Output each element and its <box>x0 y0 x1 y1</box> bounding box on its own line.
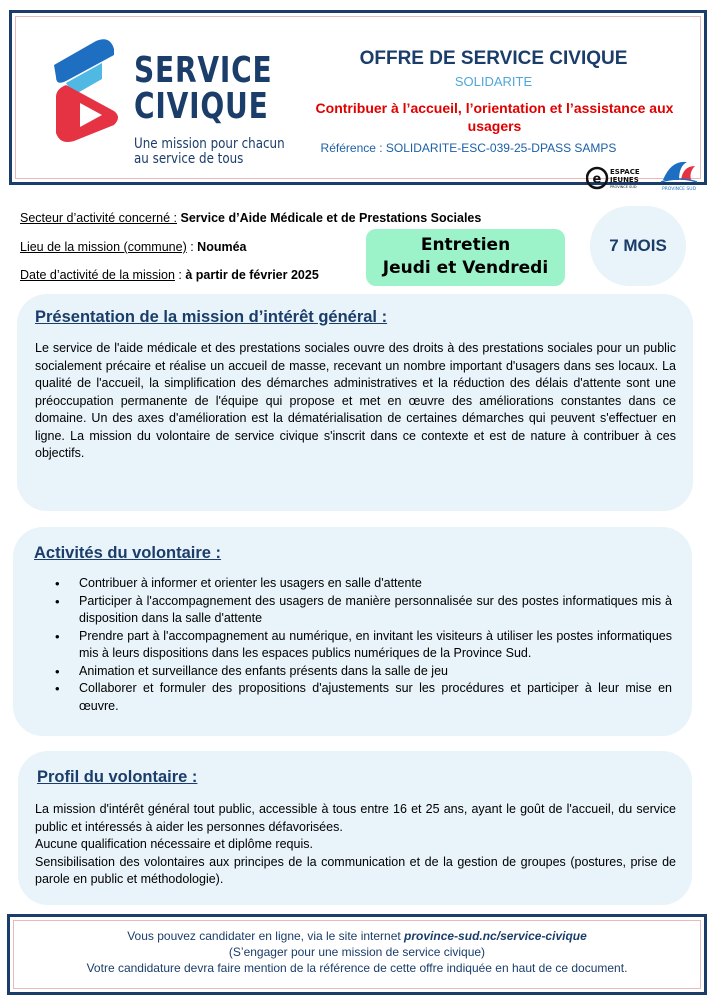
offer-reference: Référence : SOLIDARITE-ESC-039-25-DPASS SAMPS <box>320 141 617 155</box>
date-separator: : <box>174 268 186 282</box>
logo-tagline <box>134 137 285 167</box>
profile-title: Profil du volontaire : <box>37 768 198 786</box>
service-civique-logo-mark-icon <box>44 33 124 143</box>
activity-item: • Participer à l'accompagnement des usagers de manière personnalisée sur des postes informatiques mis à disposition dans la salle d'attente <box>55 593 672 628</box>
footer-line-1 <box>14 928 700 944</box>
header-inner-frame <box>15 16 701 192</box>
profile-section <box>18 751 692 905</box>
offer-title: OFFRE DE SERVICE CIVIQUE <box>359 48 628 69</box>
tagline-line-2: au service de tous <box>134 151 244 167</box>
date-line <box>20 268 319 282</box>
activities-section <box>13 527 692 736</box>
sector-label: Secteur d’activité concerné : <box>20 211 178 225</box>
date-value: à partir de février 2025 <box>185 268 319 282</box>
footer-inner-frame <box>13 920 701 989</box>
date-label: Date d’activité de la mission <box>20 268 175 282</box>
activity-item: • Contribuer à informer et orienter les usagers en salle d'attente <box>55 575 672 593</box>
svg-text:PROVINCE SUD: PROVINCE SUD <box>661 187 697 192</box>
footer-line-3: Votre candidature devra faire mention de la référence de cette offre indiquée en haut de ce document. <box>86 961 628 975</box>
presentation-text: Le service de l'aide médicale et des prestations sociales ouvre des droits à des prestations sociales pour un public socialement précaire et réalise un accueil de masse, recevant un nombre important d'usagers dans ses locaux. La qualité de l'accueil, la simplification des démarches administratives et la réduction des délais d'attente sont une préoccupation permanente de l'équipe qui propose et met en œuvre des améliorations constantes dans ce domaine. Un des axes d'amélioration est la dématérialisation de certaines démarches qui peuvent s'effectuer en ligne. La mission du volontaire de service civique s'inscrit dans ce contexte et est de nature à contribuer à ces objectifs. <box>35 341 676 460</box>
footer-line-1-prefix: Vous pouvez candidater en ligne, via le site internet <box>127 929 405 943</box>
svg-text:e: e <box>592 172 602 187</box>
footer-line-2: (S’engager pour une mission de service civique) <box>228 945 486 959</box>
svg-text:PROVINCE SUD: PROVINCE SUD <box>610 185 637 189</box>
profile-text <box>35 801 676 889</box>
espace-jeunes-logo-icon <box>586 163 646 193</box>
activities-list <box>55 575 672 715</box>
sector-value: Service d’Aide Médicale et de Prestations Sociales <box>180 211 482 225</box>
wordmark-line-1: SERVICE <box>134 50 273 91</box>
presentation-title: Présentation de la mission d’intérêt général : <box>35 308 388 326</box>
wordmark-line-2: CIVIQUE <box>134 86 269 127</box>
place-separator: : <box>186 240 198 254</box>
application-footer <box>7 914 707 995</box>
profile-paragraph-1: La mission d'intérêt général tout public, accessible à tous entre 16 et 25 ans, ayant le goût de l'accueil, du service public et intéressés à aider les personnes défavorisées. <box>35 802 676 834</box>
offer-domain: SOLIDARITE <box>454 74 533 89</box>
svg-text:JEUNES: JEUNES <box>610 176 639 184</box>
interview-badge <box>366 229 565 286</box>
province-sud-logo-icon <box>657 156 701 192</box>
place-value: Nouméa <box>197 240 247 254</box>
activities-title: Activités du volontaire : <box>34 544 222 562</box>
interview-badge-line-1: Entretien <box>420 235 511 255</box>
sector-line <box>20 211 481 225</box>
activity-item: • Prendre part à l'accompagnement au numérique, en invitant les visiteurs à utiliser les postes informatiques mis à leurs dispositions dans les espaces publics numériques de la Province Sud. <box>55 628 672 663</box>
footer-url-link[interactable]: province-sud.nc/service-civique <box>404 929 587 943</box>
activity-item: • Collaborer et formuler des propositions d'ajustements sur les procédures et participer à leur mise en œuvre. <box>55 680 672 715</box>
tagline-line-1: Une mission pour chacun <box>134 136 285 152</box>
presentation-section <box>17 294 693 511</box>
service-civique-wordmark <box>134 50 273 127</box>
place-line <box>20 240 247 254</box>
offer-header <box>9 10 707 192</box>
place-label: Lieu de la mission (commune) <box>20 240 187 254</box>
duration-badge: 7 MOIS <box>590 206 686 286</box>
profile-paragraph-2: Aucune qualification nécessaire et diplôme requis. <box>35 837 313 851</box>
activity-item: • Animation et surveillance des enfants présents dans la salle de jeu <box>55 663 672 681</box>
svg-text:ESPACE: ESPACE <box>610 168 640 176</box>
interview-badge-line-2: Jeudi et Vendredi <box>382 258 549 278</box>
profile-paragraph-3: Sensibilisation des volontaires aux principes de la communication et de la gestion de groupes (postures, prise de parole en public et méthodologie). <box>35 854 676 886</box>
service-civique-logo <box>44 33 284 183</box>
offer-mission-title: Contribuer à l’accueil, l’orientation et l’assistance aux usagers <box>315 100 674 134</box>
